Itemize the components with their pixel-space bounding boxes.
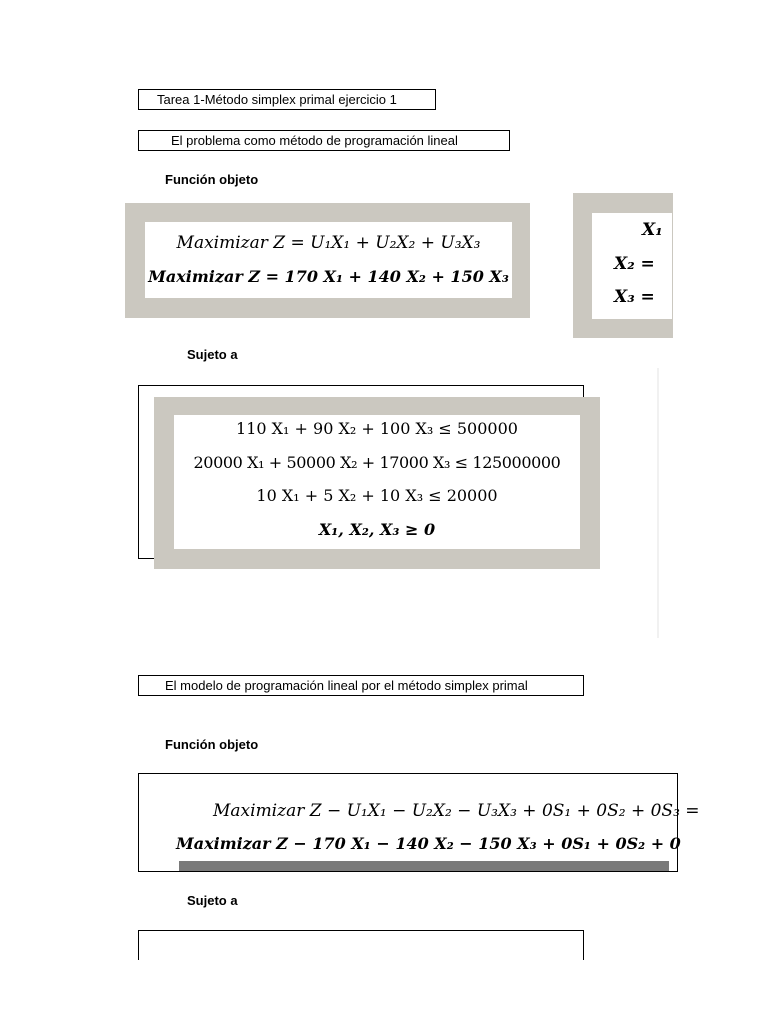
constraint-2: 20000 X₁ + 50000 X₂ + 17000 X₃ ≤ 125000000 — [193, 453, 561, 472]
model-objective-specific: Maximizar Z − 170 X₁ − 140 X₂ − 150 X₃ + 0S₁ + 0S₂ + 0 — [176, 834, 681, 853]
model-subject-heading: Sujeto a — [187, 893, 238, 908]
subject-heading: Sujeto a — [187, 347, 238, 362]
model-title: El modelo de programación lineal por el método simplex primal — [165, 678, 528, 693]
side-line-1: X₁ — [642, 220, 663, 240]
objective-general-equation: Maximizar Z = U₁X₁ + U₂X₂ + U₃X₃ — [176, 233, 481, 253]
model-objective-heading: Función objeto — [165, 737, 259, 752]
task-title: Tarea 1-Método simplex primal ejercicio 1 — [157, 92, 397, 107]
model-objective-box — [138, 773, 678, 872]
task-title-box — [138, 89, 436, 110]
constraint-nonnegativity: X₁, X₂, X₃ ≥ 0 — [318, 520, 436, 539]
constraint-3: 10 X₁ + 5 X₂ + 10 X₃ ≤ 20000 — [256, 486, 498, 505]
page-edge — [657, 368, 659, 638]
side-line-2: X₂ = — [614, 254, 655, 274]
model-objective-general: Maximizar Z − U₁X₁ − U₂X₂ − U₃X₃ + 0S₁ + 0S₂ + 0S₃ = — [213, 801, 700, 821]
objective-specific-equation: Maximizar Z = 170 X₁ + 140 X₂ + 150 X₃ — [148, 267, 509, 286]
model-constraints-box — [138, 930, 584, 960]
side-line-3: X₃ = — [614, 287, 655, 307]
problem-title: El problema como método de programación lineal — [171, 133, 458, 148]
model-objective-underline — [179, 861, 669, 871]
constraint-1: 110 X₁ + 90 X₂ + 100 X₃ ≤ 500000 — [236, 419, 518, 438]
problem-title-box — [138, 130, 510, 151]
model-title-box — [138, 675, 584, 696]
objective-heading: Función objeto — [165, 172, 259, 187]
